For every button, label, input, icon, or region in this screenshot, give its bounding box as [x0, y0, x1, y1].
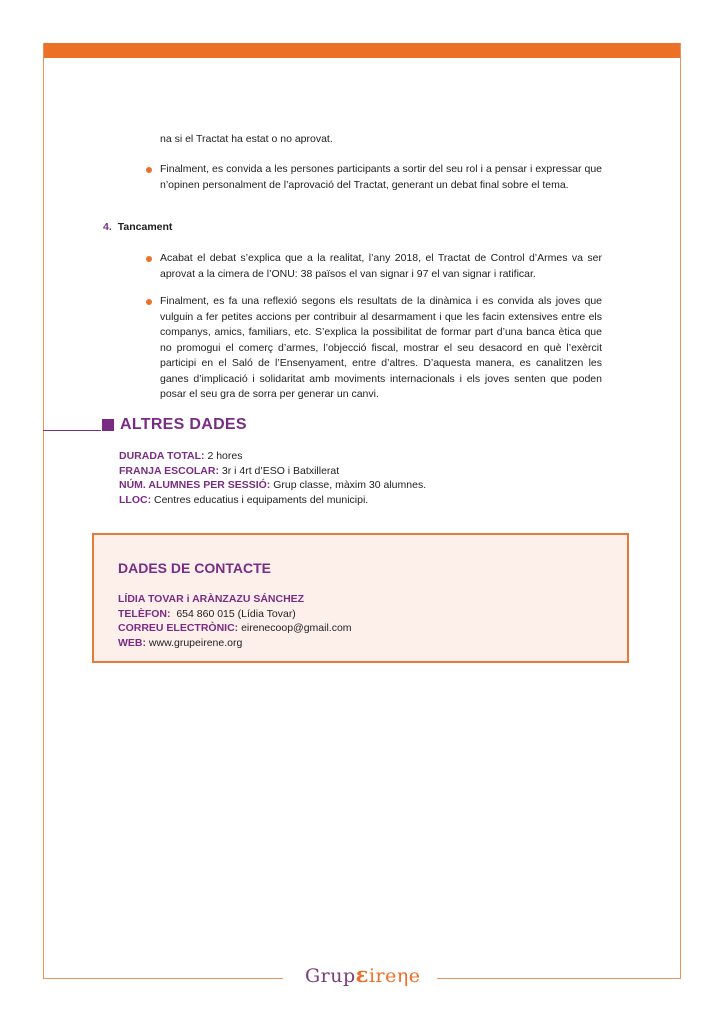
- section-rule: [43, 430, 101, 431]
- info-label: DURADA TOTAL:: [119, 450, 205, 462]
- info-value: Grup classe, màxim 30 alumnes.: [270, 479, 427, 491]
- info-value: Centres educatius i equipaments del municipi.: [151, 493, 369, 506]
- contact-phone: [118, 607, 352, 622]
- bullet-icon: [146, 256, 152, 262]
- info-row-durada: [119, 449, 426, 464]
- info-label: CORREU ELECTRÒNIC:: [118, 622, 239, 634]
- continuation-text: na si el Tractat ha estat o no aprovat.: [160, 133, 333, 145]
- logo-text-irene: ireηe: [368, 965, 421, 987]
- info-label: NÚM. ALUMNES PER SESSIÓ:: [119, 479, 271, 491]
- section-number: 4.: [103, 221, 112, 233]
- footer-rule-left: [43, 978, 283, 979]
- logo-epsilon: ε: [355, 962, 369, 987]
- section-heading: [103, 221, 172, 233]
- info-value: 2 hores: [204, 450, 243, 462]
- info-value: 3r i 4rt d’ESO i Batxillerat: [218, 464, 340, 477]
- email-link[interactable]: eirenecoop@gmail.com: [238, 622, 352, 634]
- footer-rule-right: [437, 978, 681, 979]
- bullet-icon: [146, 167, 152, 173]
- contact-title: DADES DE CONTACTE: [118, 560, 271, 576]
- info-row-franja: [119, 464, 426, 479]
- bullet-text: Finalment, es convida a les persones participants a sortir del seu rol i a pensar i expressar que n’opinen personalment de l’aprovació del Tractat, generant un debat final sobre el tema.: [160, 163, 602, 191]
- contact-box: [92, 533, 629, 663]
- logo-text-grup: Grup: [305, 965, 356, 987]
- contact-list: [118, 592, 352, 650]
- bullet-icon: [146, 299, 152, 305]
- info-label: TELÈFON:: [118, 607, 171, 620]
- bullet-text: Acabat el debat s’explica que a la realitat, l’any 2018, el Tractat de Control d’Armes va ser aprovat a la cimera de l’ONU: 38 països el van signar i 97 el van signar i ratificar.: [160, 252, 602, 280]
- contact-email: [118, 621, 352, 636]
- square-icon: [102, 419, 114, 431]
- contact-names: LÍDIA TOVAR i ARÀNZAZU SÁNCHEZ: [118, 593, 305, 605]
- grup-eirene-logo: [305, 962, 420, 987]
- list-item: [160, 294, 602, 403]
- contact-web: [118, 636, 352, 651]
- info-row-alumnes: [119, 478, 426, 493]
- info-label: WEB:: [118, 636, 146, 649]
- altres-dades-list: [119, 449, 426, 507]
- altres-dades-title: ALTRES DADES: [120, 416, 247, 433]
- phone-value: 654 860 015 (Lídia Tovar): [170, 607, 296, 620]
- info-label: FRANJA ESCOLAR:: [119, 464, 219, 477]
- info-label: LLOC:: [119, 493, 152, 506]
- info-row-lloc: [119, 493, 426, 508]
- web-link[interactable]: www.grupeirene.org: [146, 636, 243, 649]
- list-item: [160, 251, 602, 282]
- list-item: [160, 162, 602, 193]
- section-title: Tancament: [117, 221, 173, 233]
- bullet-text: Finalment, es fa una reflexió segons els resultats de la dinàmica i es convida als joves que vulguin a fer petites accions per contribuir al desarmament i que les facin extensives entre els companys, amics, familiars, etc. S’explica la possibilitat de formar part d’una banca ètica que no promogui el comerç d’armes, l’objecció fiscal, mostrar el seu desacord en què l’exèrcit participi en el Saló de l’Ensenyament, entre d’altres. D’aquesta manera, es canalitzen les ganes d’implicació i solidaritat amb moviments internacionals i els joves senten que poden posar el seu gra de sorra per generar un canvi.: [160, 295, 602, 400]
